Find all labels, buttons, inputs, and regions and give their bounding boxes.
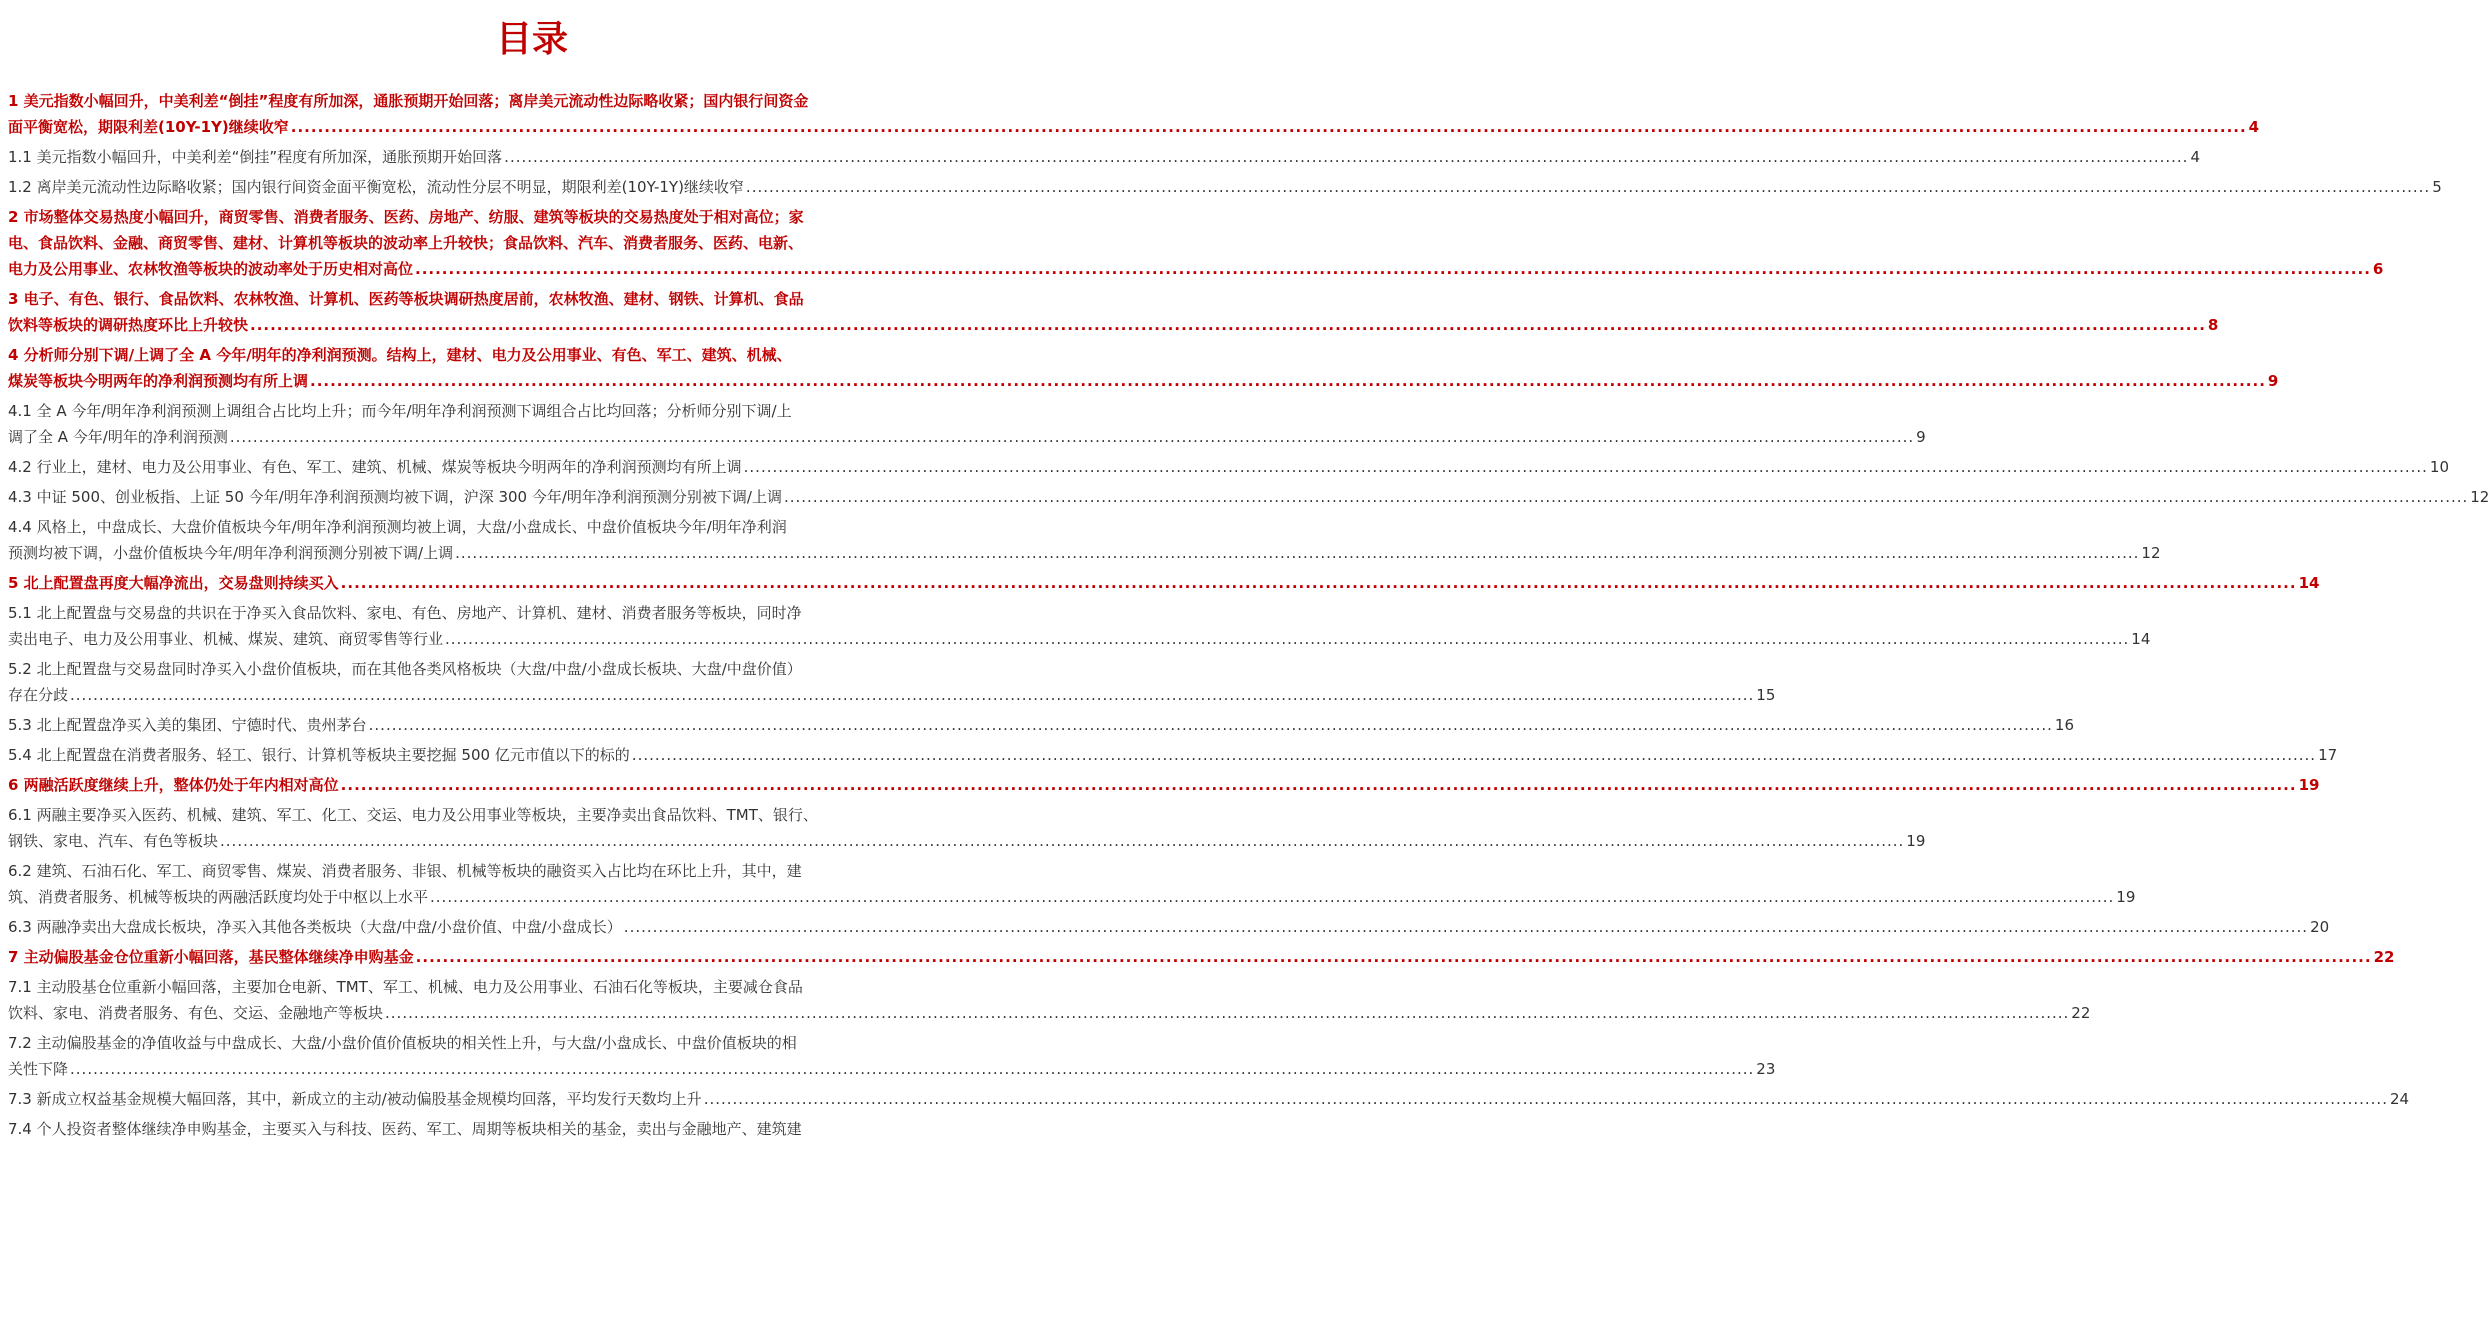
- toc-entry-text: 5.1 北上配置盘与交易盘的共识在于净买入食品饮料、家电、有色、房地产、计算机、建材、消费者服务等板块，同时净: [8, 604, 802, 622]
- toc-entry[interactable]: [8, 342, 2279, 398]
- toc-entry-text: 调了全 A 今年/明年的净利润预测: [8, 428, 228, 446]
- toc-entry-text: 1.1 美元指数小幅回升，中美利差“倒挂”程度有所加深，通胀预期开始回落: [8, 148, 503, 166]
- toc-page-number: 8: [2207, 316, 2219, 334]
- toc-entry[interactable]: [8, 1030, 1776, 1086]
- dot-leader: [341, 570, 2297, 596]
- dot-leader: [341, 772, 2297, 798]
- toc-entry[interactable]: [8, 1116, 1056, 1146]
- toc-entry-text: 7.4 个人投资者整体继续净申购基金，主要买入与科技、医药、军工、周期等板块相关的基金，卖出与金融地产、建筑建: [8, 1120, 802, 1138]
- toc-entry-text: 饮料、家电、消费者服务、有色、交运、金融地产等板块: [8, 1004, 384, 1022]
- toc-entry-text: 6 两融活跃度继续上升，整体仍处于年内相对高位: [8, 776, 339, 794]
- toc-page-number: 16: [2054, 716, 2075, 734]
- toc-entry[interactable]: [8, 484, 2489, 514]
- dot-leader: [291, 114, 2247, 140]
- dot-leader: [430, 884, 2114, 910]
- toc-entry[interactable]: [8, 772, 2320, 802]
- toc-page-number: 5: [2432, 178, 2442, 196]
- toc-page-number: 9: [1916, 428, 1926, 446]
- dot-leader: [310, 368, 2266, 394]
- toc-page-number: 14: [2131, 630, 2151, 648]
- dot-leader: [369, 712, 2053, 738]
- toc-page-number: 12: [2141, 544, 2161, 562]
- dot-leader: [70, 1056, 1754, 1082]
- toc-page-number: 4: [2248, 118, 2260, 136]
- toc-entry-text: 2 市场整体交易热度小幅回升，商贸零售、消费者服务、医药、房地产、纺服、建筑等板块的交易热度处于相对高位；家: [8, 208, 804, 226]
- toc-entry-text: 关性下降: [8, 1060, 69, 1078]
- dot-leader: [385, 1000, 2069, 1026]
- toc-page-number: 20: [2310, 918, 2330, 936]
- toc-entry[interactable]: [8, 802, 1926, 858]
- toc-entry[interactable]: [8, 144, 2200, 174]
- toc-page-number: 22: [2373, 948, 2395, 966]
- toc-entry-text: 电力及公用事业、农林牧渔等板块的波动率处于历史相对高位: [8, 260, 414, 278]
- toc-entry[interactable]: [8, 914, 2330, 944]
- toc-entry-text: 4 分析师分别下调/上调了全 A 今年/明年的净利润预测。结构上，建材、电力及公用事业、有色、军工、建筑、机械、: [8, 346, 792, 364]
- toc-entry[interactable]: [8, 1086, 2410, 1116]
- toc-entry[interactable]: [8, 944, 2395, 974]
- toc-entry-text: 7 主动偏股基金仓位重新小幅回落，基民整体继续净申购基金: [8, 948, 414, 966]
- dot-leader: [455, 540, 2139, 566]
- toc-entry[interactable]: [8, 514, 2161, 570]
- dot-leader: [744, 454, 2428, 480]
- toc-entry[interactable]: [8, 174, 2442, 204]
- toc-entry-text: 4.3 中证 500、创业板指、上证 50 今年/明年净利润预测均被下调，沪深 300 今年/明年净利润预测分别被下调/上调: [8, 488, 782, 506]
- toc-entry-text: 电、食品饮料、金融、商贸零售、建材、计算机等板块的波动率上升较快；食品饮料、汽车、消费者服务、医药、电新、: [8, 234, 804, 252]
- toc-entry-text: 面平衡宽松，期限利差(10Y-1Y)继续收窄: [8, 118, 289, 136]
- dot-leader: [704, 1086, 2388, 1112]
- toc-page-number: 19: [2298, 776, 2320, 794]
- dot-leader: [445, 626, 2129, 652]
- toc-entry-text: 6.2 建筑、石油石化、军工、商贸零售、煤炭、消费者服务、非银、机械等板块的融资买入占比均在环比上升，其中，建: [8, 862, 802, 880]
- toc-page-number: 4: [2190, 148, 2200, 166]
- toc-entry[interactable]: [8, 204, 2384, 286]
- dot-leader: [70, 682, 1754, 708]
- toc-page-number: 9: [2267, 372, 2279, 390]
- toc-entry-text: 1 美元指数小幅回升，中美利差“倒挂”程度有所加深，通胀预期开始回落；离岸美元流动性边际略收紧；国内银行间资金: [8, 92, 809, 110]
- toc-entry[interactable]: [8, 974, 2091, 1030]
- toc-page-number: 19: [1906, 832, 1926, 850]
- toc-entry-text: 卖出电子、电力及公用事业、机械、煤炭、建筑、商贸零售等行业: [8, 630, 444, 648]
- toc-entry[interactable]: [8, 656, 1776, 712]
- toc-page-number: 14: [2298, 574, 2320, 592]
- toc-page-number: 22: [2071, 1004, 2091, 1022]
- toc-entry-text: 7.1 主动股基仓位重新小幅回落，主要加仓电新、TMT、军工、机械、电力及公用事业、石油石化等板块，主要减仓食品: [8, 978, 803, 996]
- toc-entry-text: 5.3 北上配置盘净买入美的集团、宁德时代、贵州茅台: [8, 716, 367, 734]
- toc-entry-text: 钢铁、家电、汽车、有色等板块: [8, 832, 219, 850]
- toc-list: [8, 88, 2489, 1146]
- toc-page-number: 12: [2470, 488, 2489, 506]
- dot-leader: [230, 424, 1914, 450]
- toc-entry[interactable]: [8, 286, 2219, 342]
- dot-leader: [746, 174, 2430, 200]
- toc-page-number: 6: [2372, 260, 2384, 278]
- toc-entry-text: 煤炭等板块今明两年的净利润预测均有所上调: [8, 372, 309, 390]
- toc-entry[interactable]: [8, 858, 2136, 914]
- toc-page-number: 10: [2429, 458, 2450, 476]
- toc-page-number: 15: [1756, 686, 1776, 704]
- toc-entry[interactable]: [8, 712, 2075, 742]
- toc-entry-text: 4.4 风格上，中盘成长、大盘价值板块今年/明年净利润预测均被上调，大盘/小盘成长、中盘价值板块今年/明年净利润: [8, 518, 787, 536]
- toc-entry-text: 4.1 全 A 今年/明年净利润预测上调组合占比均上升；而今年/明年净利润预测下调组合占比均回落；分析师分别下调/上: [8, 402, 792, 420]
- toc-entry-text: 7.2 主动偏股基金的净值收益与中盘成长、大盘/小盘价值价值板块的相关性上升，与大盘/小盘成长、中盘价值板块的相: [8, 1034, 797, 1052]
- toc-entry-text: 预测均被下调，小盘价值板块今年/明年净利润预测分别被下调/上调: [8, 544, 454, 562]
- toc-page-number: 24: [2389, 1090, 2410, 1108]
- dot-leader: [784, 484, 2468, 510]
- toc-entry-text: 6.1 两融主要净买入医药、机械、建筑、军工、化工、交运、电力及公用事业等板块，主要净卖出食品饮料、TMT、银行、: [8, 806, 818, 824]
- toc-entry-text: 4.2 行业上，建材、电力及公用事业、有色、军工、建筑、机械、煤炭等板块今明两年的净利润预测均有所上调: [8, 458, 742, 476]
- toc-entry-text: 7.3 新成立权益基金规模大幅回落，其中，新成立的主动/被动偏股基金规模均回落，平均发行天数均上升: [8, 1090, 702, 1108]
- toc-entry[interactable]: [8, 88, 2260, 144]
- toc-entry-text: 存在分歧: [8, 686, 69, 704]
- toc-entry[interactable]: [8, 398, 1926, 454]
- toc-entry-text: 5.4 北上配置盘在消费者服务、轻工、银行、计算机等板块主要挖掘 500 亿元市值以下的标的: [8, 746, 630, 764]
- toc-entry[interactable]: [8, 600, 2151, 656]
- toc-entry-text: 筑、消费者服务、机械等板块的两融活跃度均处于中枢以上水平: [8, 888, 429, 906]
- dot-leader: [416, 944, 2372, 970]
- toc-entry[interactable]: [8, 570, 2320, 600]
- toc-page-number: 17: [2318, 746, 2338, 764]
- toc-entry-text: 饮料等板块的调研热度环比上升较快: [8, 316, 249, 334]
- dot-leader: [632, 742, 2316, 768]
- toc-entry-text: 6.3 两融净卖出大盘成长板块，净买入其他各类板块（大盘/中盘/小盘价值、中盘/小盘成长）: [8, 918, 622, 936]
- dot-leader: [504, 144, 2188, 170]
- toc-entry-text: 5.2 北上配置盘与交易盘同时净买入小盘价值板块，而在其他各类风格板块（大盘/中盘/小盘成长板块、大盘/中盘价值）: [8, 660, 802, 678]
- toc-page-number: 19: [2116, 888, 2136, 906]
- dot-leader: [415, 256, 2371, 282]
- toc-title: 目录: [495, 19, 568, 60]
- toc-entry-text: 5 北上配置盘再度大幅净流出，交易盘则持续买入: [8, 574, 339, 592]
- toc-entry[interactable]: [8, 454, 2450, 484]
- toc-entry[interactable]: [8, 742, 2338, 772]
- toc-entry-text: 3 电子、有色、银行、食品饮料、农林牧渔、计算机、医药等板块调研热度居前，农林牧渔、建材、钢铁、计算机、食品: [8, 290, 804, 308]
- toc-entry-text: 1.2 离岸美元流动性边际略收紧；国内银行间资金面平衡宽松，流动性分层不明显，期限利差(10Y-1Y)继续收窄: [8, 178, 744, 196]
- dot-leader: [624, 914, 2308, 940]
- dot-leader: [220, 828, 1904, 854]
- dot-leader: [250, 312, 2206, 338]
- toc-page-number: 23: [1756, 1060, 1776, 1078]
